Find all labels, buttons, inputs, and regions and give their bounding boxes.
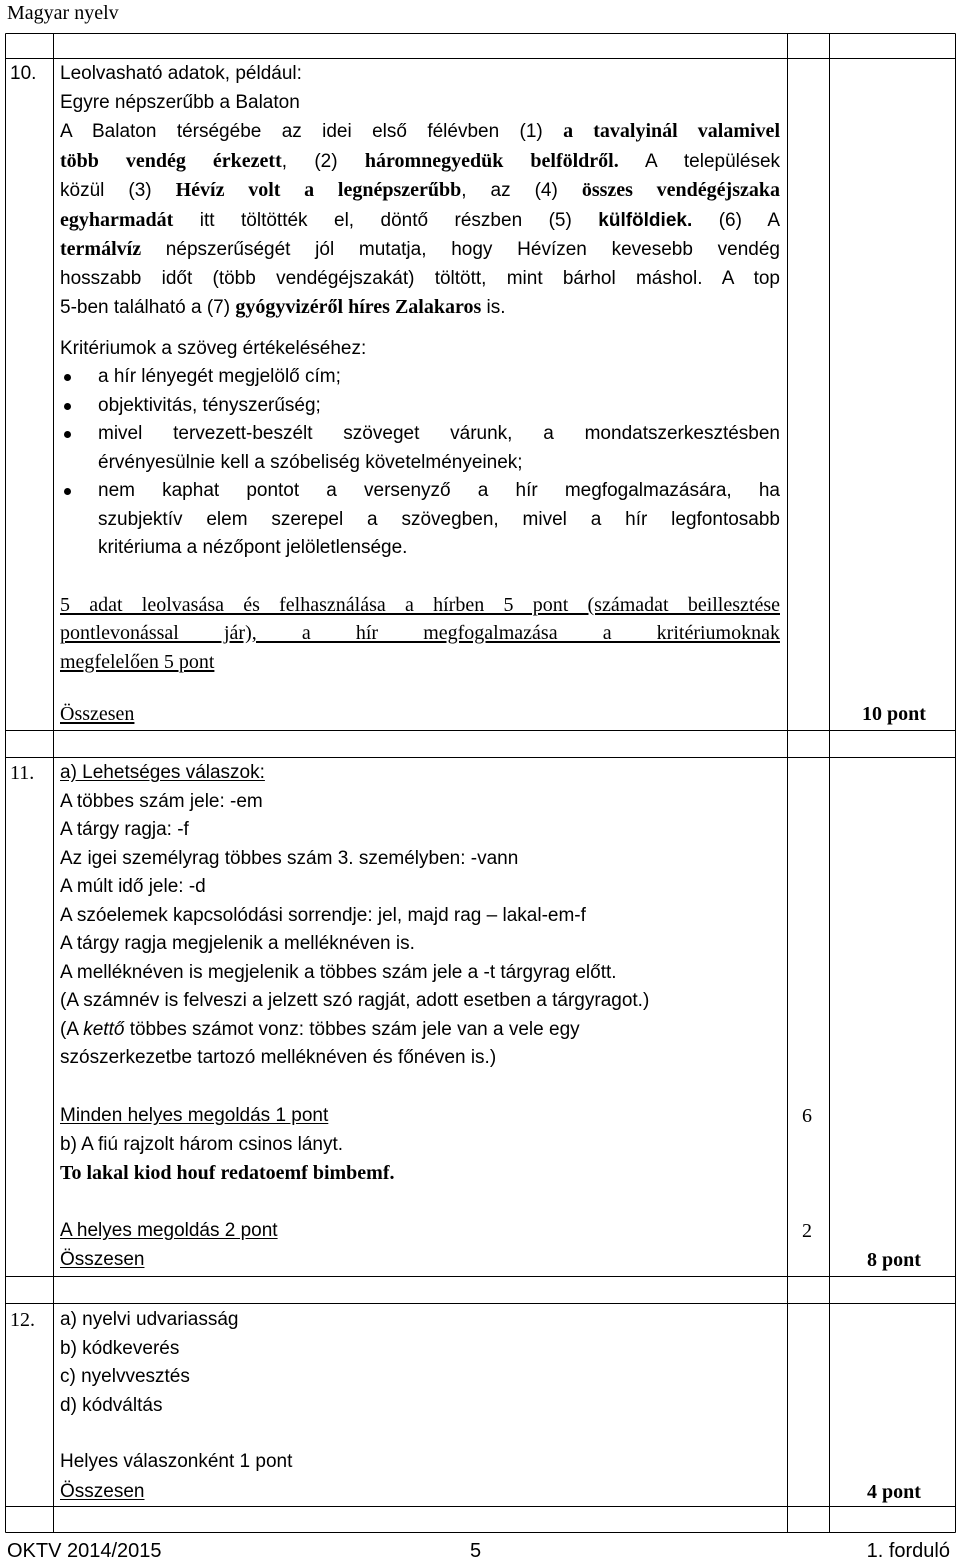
q12-scoring: Helyes válaszonként 1 pont	[60, 1451, 293, 1472]
q12-answer-line: b) kódkeverés	[60, 1337, 180, 1359]
q10-news-line: 5-ben található a (7) gyógyvizéről híres Zalakaros is.	[60, 296, 506, 318]
q10-news-line: több vendég érkezett, (2) háromnegyedük belföldről. A települések	[60, 149, 781, 172]
q11-b-points: 2	[802, 1220, 812, 1242]
criteria-item: a hír lényegét megjelölő cím;	[60, 363, 780, 392]
q10-news-line: A Balaton térségébe az idei első félévben (1) a tavalyinál valamivel	[60, 120, 780, 142]
q11-total-points: 8 pont	[867, 1249, 921, 1271]
q11-total-label: Összesen	[60, 1249, 145, 1270]
q11-note-cont: szószerkezetbe tartozó melléknéven és főnéven is.)	[60, 1047, 497, 1068]
q12-total-points: 4 pont	[867, 1481, 921, 1503]
q12-total-label: Összesen	[60, 1481, 145, 1502]
q11-answer-line: A múlt idő jele: -d	[60, 876, 206, 897]
question-number-12: 12.	[10, 1309, 35, 1331]
q10-news-line: egyharmadát itt töltötték el, döntő részben (5) külföldiek. (6) A	[60, 208, 780, 231]
q11-note: (A kettő többes számot vonz: többes szám jele van a vele egy	[60, 1018, 580, 1040]
q10-scoring: 5 adat leolvasása és felhasználása a hírben 5 pont (számadat beillesztése pontlevonással jár), a hír megfogalmazása a kritériumoknak megfelelően 5 pont	[60, 593, 780, 673]
criteria-item: nem kaphat pontot a versenyző a hír megfogalmazására, ha szubjektív elem szerepel a szövegben, mivel a hír legfontosabb kritériuma a nézőpont jelöletlensége.	[60, 477, 780, 563]
q11-a-points: 6	[802, 1105, 812, 1127]
footer-left: OKTV 2014/2015	[7, 1540, 162, 1562]
q12-answer-line: a) nyelvi udvariasság	[60, 1309, 239, 1330]
q10-news-line: hosszabb időt (több vendégéjszakát) töltött, mint bárhol máshol. A top	[60, 267, 780, 289]
q11-answer-line: A tárgy ragja: -f	[60, 819, 189, 840]
question-11-content	[60, 759, 780, 1073]
q11-answer-line: A többes szám jele: -em	[60, 790, 263, 812]
q11-answer-line: A melléknéven is megjelenik a többes szám jele a -t tárgyrag előtt.	[60, 961, 617, 983]
q11-answer-lines	[60, 788, 780, 1016]
question-12-content	[60, 1306, 780, 1420]
question-number-11: 11.	[10, 762, 35, 784]
q11-answer-line: A szóelemek kapcsolódási sorrendje: jel, majd rag – lakal-em-f	[60, 904, 586, 926]
footer-page-number: 5	[470, 1540, 482, 1562]
question-10-content	[60, 60, 780, 676]
criteria-list	[60, 363, 780, 563]
q11-answer-line: Az igei személyrag többes szám 3. személyben: -vann	[60, 847, 519, 869]
q11-a-title: a) Lehetséges válaszok:	[60, 762, 265, 783]
criteria-item: mivel tervezett-beszélt szöveget várunk, a mondatszerkesztésben érvényesülnie kell a szóbeliség követelményeinek;	[60, 420, 780, 477]
q10-intro: Leolvasható adatok, például:	[60, 63, 302, 84]
q12-answer-line: d) kódváltás	[60, 1394, 163, 1416]
criteria-item: objektivitás, tényszerűség;	[60, 392, 780, 421]
q11-b-scoring: A helyes megoldás 2 pont	[60, 1220, 278, 1241]
q12-answer-lines	[60, 1306, 780, 1420]
page-footer	[0, 1538, 960, 1565]
footer-right: 1. forduló	[866, 1540, 950, 1562]
q10-news-title: Egyre népszerűbb a Balaton	[60, 91, 300, 113]
criteria-title: Kritériumok a szöveg értékeléséhez:	[60, 337, 367, 359]
q10-news-line: termálvíz népszerűségét jól mutatja, hogy Hévízen kevesebb vendég	[60, 238, 780, 260]
q10-news-line: közül (3) Hévíz volt a legnépszerűbb, az (4) összes vendégéjszaka	[60, 179, 780, 201]
q11-answer-line: A tárgy ragja megjelenik a melléknéven is.	[60, 933, 415, 954]
q12-answer-line: c) nyelvvesztés	[60, 1366, 190, 1387]
q11-a-scoring: Minden helyes megoldás 1 pont b) A fiú rajzolt három csinos lányt. To lakal kiod houf redatoemf bimbemf.	[60, 1105, 395, 1184]
q11-answer-line: (A számnév is felveszi a jelzett szó ragját, adott esetben a tárgyragot.)	[60, 990, 650, 1011]
q10-total-label: Összesen	[60, 703, 135, 725]
question-number-10: 10.	[10, 63, 37, 84]
q10-total-points: 10 pont	[862, 703, 926, 725]
page-header: Magyar nyelv	[7, 2, 119, 24]
